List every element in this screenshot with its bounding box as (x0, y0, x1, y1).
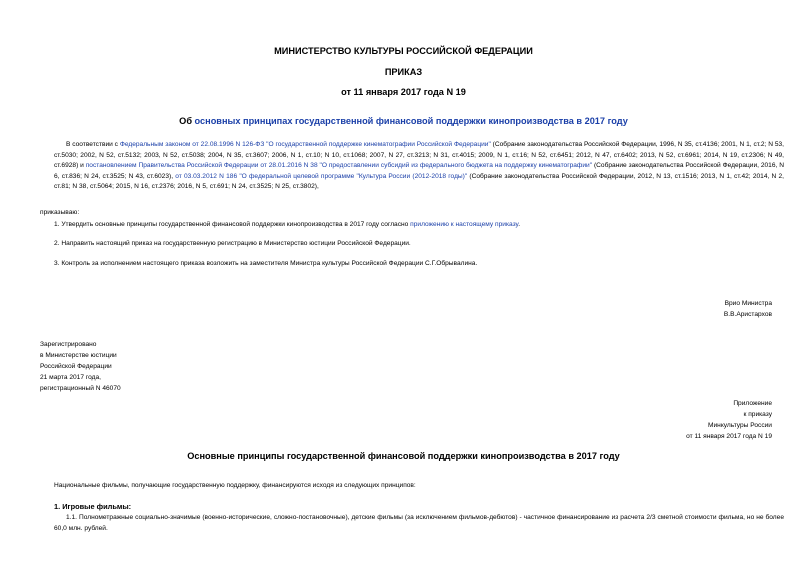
appendix-ref-line: от 11 января 2017 года N 19 (686, 433, 772, 440)
registration-line: 21 марта 2017 года, (40, 374, 101, 381)
document-date: от 11 января 2017 года N 19 (341, 87, 466, 97)
appendix-intro: Национальные фильмы, получающие государственную поддержку, финансируются исходя из следующих принципов: (54, 482, 416, 489)
order-item-1 (54, 221, 520, 228)
section-1-heading: 1. Игровые фильмы: (54, 502, 132, 511)
signature-block (560, 298, 772, 320)
order-item-3: 3. Контроль за исполнением настоящего приказа возложить на заместителя Министра культуры Российской Федерации С.Г.Обрывалина. (54, 260, 478, 267)
government-decree-link[interactable]: постановлением Правительства Российской Федерации от 28.01.2016 N 38 "О предоставлении субсидий из федерального бюджета на поддержку кинематографии" (85, 162, 593, 169)
order-intro: приказываю: (40, 209, 80, 216)
order-item-1-text: 1. Утвердить основные принципы государственной финансовой поддержки кинопроизводства в 2017 году согласно (54, 221, 411, 228)
preamble-paragraph (54, 140, 784, 193)
title-prefix: Об (179, 116, 195, 126)
preamble-text-2: (Собрание законодательства Российской Федерации, 1996, N 35, ст.4136; 2001, N 1, ст.2; N 53, ст.5030; 2002, N 52, ст.5132; 2003, N 52, ст.5038; 2004, N 35, ст.3607; 2006, N 1, ст.10; N 10, ст.1068; 2007, N 27, ст.3213; N 31, ст.4015; 2009, N 1, ст.16; N 52, ст.6451; 2012, N 47, ст.6402; 2013, N 52, ст.6961; 2014, N 19, ст.2306; N 49, ст.6928) и (54, 141, 784, 169)
federal-law-link[interactable]: Федеральным законом от 22.08.1996 N 126-ФЗ "О государственной поддержке кинематографии Российской Федерации" (119, 141, 491, 148)
registration-line: Зарегистрировано (40, 341, 97, 348)
appendix-ref-line: к приказу (743, 411, 772, 418)
preamble-text-4: (Собрание законодательства Российской Федерации, 2012, N 13, ст.1516; 2013, N 1, ст.42; 2014, N 2, ст.81; N 38, ст.5064; 2015, N 16, ст.2376; 2016, N 5, ст.691; N 24, ст.3525; N 25, ст.3802), (54, 172, 784, 190)
ministry-heading: МИНИСТЕРСТВО КУЛЬТУРЫ РОССИЙСКОЙ ФЕДЕРАЦИИ (274, 46, 533, 56)
signature-role: Врио Министра (724, 300, 772, 307)
preamble-text-1: В соответствии с (66, 141, 120, 148)
appendix-link[interactable]: приложению к настоящему приказу (410, 221, 519, 228)
document-title (0, 116, 807, 126)
appendix-title: Основные принципы государственной финансовой поддержки кинопроизводства в 2017 году (187, 451, 620, 461)
signature-name: В.В.Аристархов (723, 311, 772, 318)
appendix-ref-line: Приложение (733, 400, 772, 407)
title-link[interactable]: основных принципах государственной финансовой поддержки кинопроизводства в 2017 году (194, 116, 628, 126)
registration-block (40, 339, 240, 394)
registration-line: регистрационный N 46070 (40, 385, 121, 392)
order-item-1-end: . (518, 221, 521, 228)
item-1-1: 1.1. Полнометражные социально-значимые (военно-исторические, сложно-постановочные), детские фильмы (за исключением фильмов-дебютов) - частичное финансирование из расчета 2/3 сметной стоимости фильма, но не более 60,0 млн. рублей. (54, 514, 784, 532)
order-item-2: 2. Направить настоящий приказ на государственную регистрацию в Министерство юстиции Российской Федерации. (54, 240, 411, 247)
appendix-ref-line: Минкультуры России (708, 422, 772, 429)
preamble-text-3: (Собрание законодательства Российской Федерации, 2016, N 6, ст.836; N 24, ст.3525; N 43, ст.6023), (54, 162, 784, 180)
registration-line: Российской Федерации (40, 363, 112, 370)
document-type: ПРИКАЗ (384, 67, 423, 77)
culture-program-link[interactable]: от 03.03.2012 N 186 "О федеральной целевой программе "Культура России (2012-2018 годы)" (175, 172, 468, 180)
registration-line: в Министерстве юстиции (40, 352, 117, 359)
appendix-reference (560, 398, 772, 442)
